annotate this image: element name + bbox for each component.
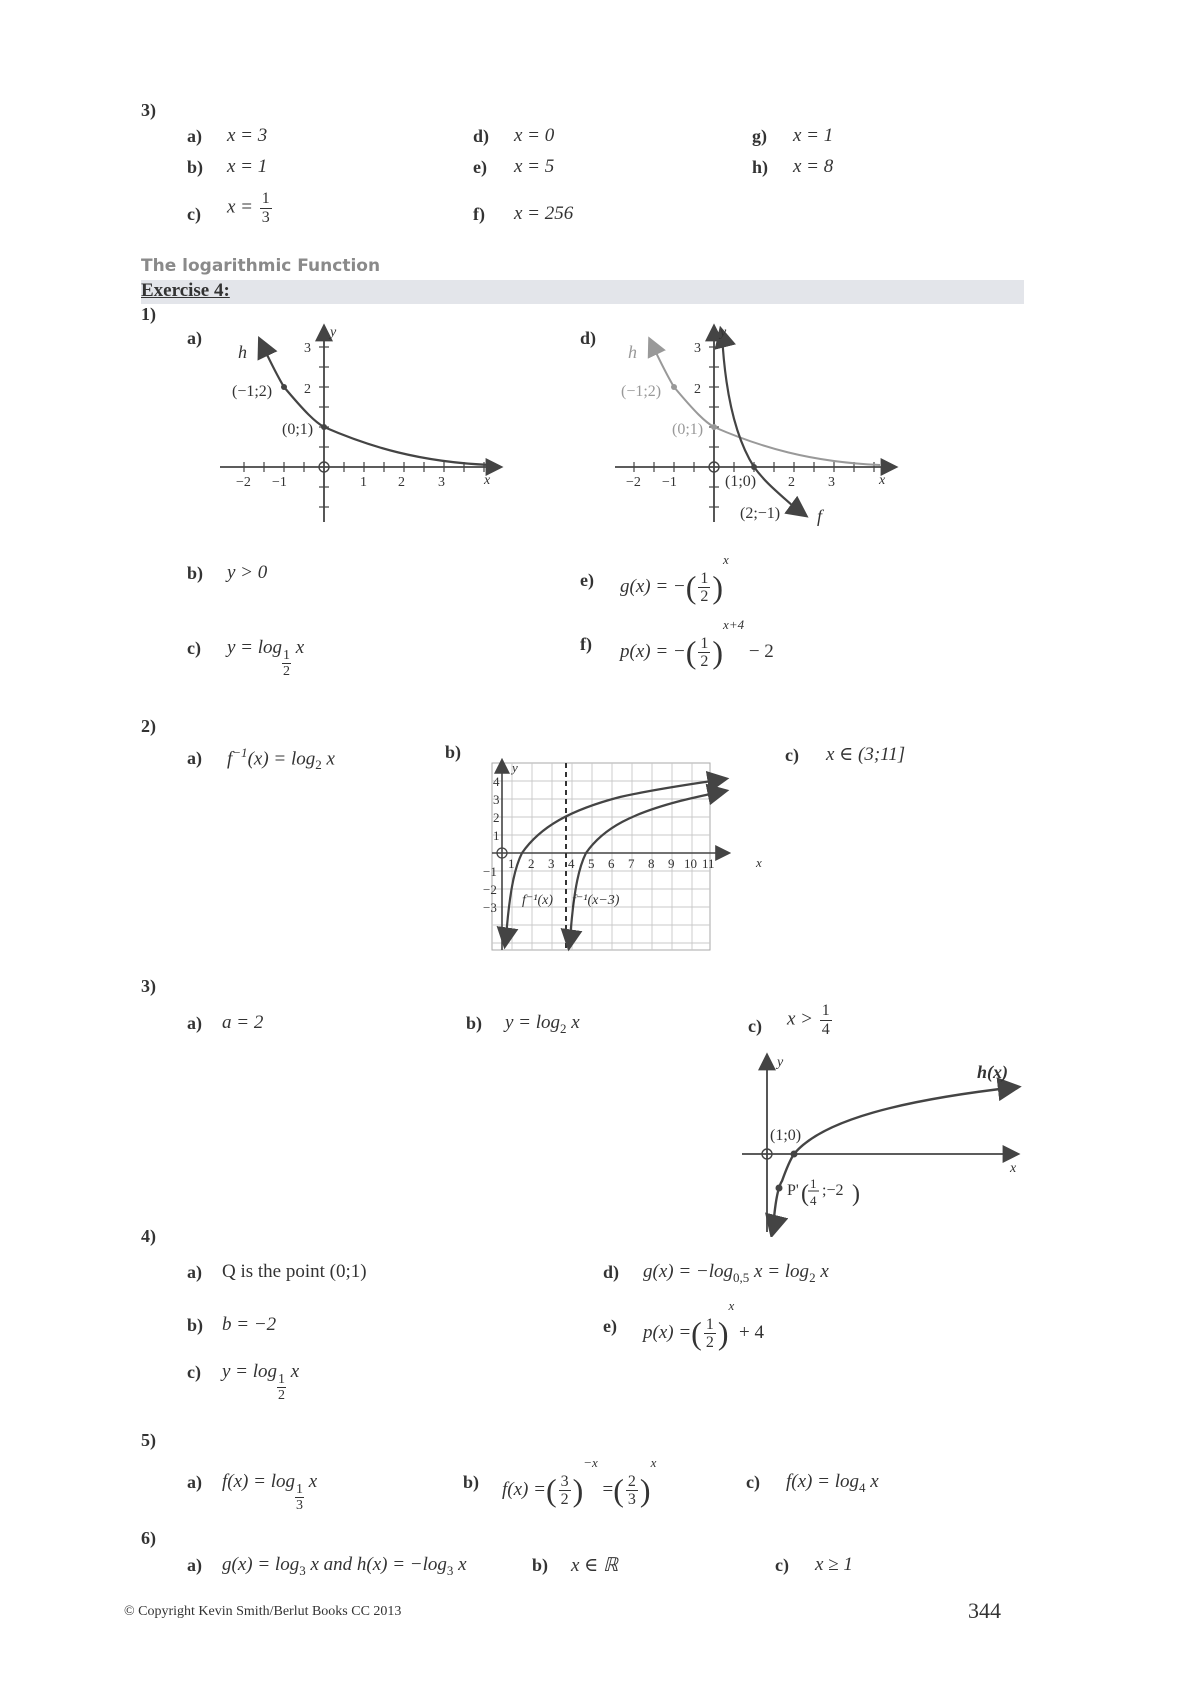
q5-a-label: a) — [187, 1472, 202, 1492]
page-number: 344 — [968, 1598, 1001, 1623]
graph-2b-x-tick: 9 — [668, 856, 675, 871]
q6-b-label: b) — [532, 1555, 549, 1575]
q4-e-answer: p(x) =( $\frac{1}{2}$ )$^x$ + 4 — [643, 1298, 764, 1352]
q5-c-answer: $f(x) = \log_4 x$ — [786, 1471, 879, 1495]
q3-top-c-label: c) — [187, 204, 201, 224]
svg-text:(: ( — [801, 1181, 809, 1207]
q4-e-label: e) — [603, 1316, 617, 1336]
graph-3c-point-1-label: (1;0) — [770, 1127, 802, 1144]
q3-top-h-label: h) — [752, 157, 769, 177]
graph-1a-x-label: x — [484, 473, 491, 488]
q1-a-label: a) — [187, 328, 202, 348]
graph-2b-x-tick: 4 — [568, 856, 575, 871]
q1-c-label: c) — [187, 638, 201, 658]
q3-top-a-answer: x = 3 — [227, 125, 268, 146]
q1-b-label: b) — [187, 563, 204, 583]
q1-number: 1) — [141, 304, 156, 324]
graph-1a-y-tick: 2 — [304, 382, 311, 397]
q6-a-answer: $g(x) = \log_3 x$ and $h(x) = -\log_3$ x — [222, 1554, 467, 1578]
q5-b-answer: f(x) =( $\frac{3}{2}$ )$^{-x}$ =( $\frac{2}{3}$ )$^x$ — [502, 1455, 657, 1509]
graph-3c-point-2-label: P' — [787, 1182, 799, 1199]
exercise-title: Exercise 4: — [141, 280, 230, 301]
graph-2b-y-tick: −2 — [483, 882, 497, 897]
q2-c-answer: x ∈ (3;11] — [826, 744, 906, 765]
q6-b-answer: x ∈ ℝ — [571, 1555, 619, 1576]
graph-2b — [480, 755, 770, 960]
q3-top-number: 3) — [141, 100, 156, 120]
graph-1d-x-tick: 2 — [788, 475, 795, 490]
q3-top-g-answer: x = 1 — [793, 125, 834, 146]
graph-1a-label-h: h — [238, 342, 247, 362]
q2-a-label: a) — [187, 748, 202, 768]
q4-d-answer: $g(x) = -\log_{0,5}$ $x = \log_2 x$ — [643, 1261, 829, 1285]
q3-top-a-label: a) — [187, 126, 202, 146]
graph-1d — [615, 322, 905, 527]
graph-1a-axes — [220, 327, 500, 522]
q4-number: 4) — [141, 1226, 156, 1246]
graph-2b-x-tick: 6 — [608, 856, 615, 871]
graph-2b-y-tick: 3 — [493, 792, 500, 807]
graph-3c-point-2-tail: ;−2 — [822, 1182, 844, 1199]
q3-number: 3) — [141, 976, 156, 996]
q3-c-label: c) — [748, 1016, 762, 1036]
q6-a-label: a) — [187, 1555, 202, 1575]
graph-1d-y-label: y — [720, 325, 727, 340]
graph-2b-x-label: x — [756, 855, 762, 870]
graph-1a-point-1-label: (−1;2) — [232, 383, 273, 400]
graph-2b-x-tick: 2 — [528, 856, 535, 871]
q4-c-label: c) — [187, 1362, 201, 1382]
q3-top-b-answer: x = 1 — [227, 156, 268, 177]
graph-1d-x-label: x — [879, 473, 886, 488]
q3-b-label: b) — [466, 1013, 483, 1033]
q1-f-label: f) — [580, 634, 592, 654]
graph-3c-point-2-den: 4 — [810, 1193, 817, 1208]
q3-top-d-answer: x = 0 — [514, 125, 555, 146]
q2-a-answer: $f^{-1}(x) = \log_2 x$ — [227, 745, 335, 773]
q3-top-g-label: g) — [752, 126, 767, 146]
q4-b-answer: b = −2 — [222, 1314, 277, 1335]
graph-2b-x-tick: 10 — [684, 856, 697, 871]
graph-3c-y-label: y — [777, 1055, 784, 1070]
graph-1a-point-1 — [281, 384, 287, 390]
graph-3c-curve — [773, 1087, 1017, 1230]
graph-1d-x-tick: −1 — [662, 475, 677, 490]
q3-top-e-answer: x = 5 — [514, 156, 555, 177]
graph-2b-x-tick: 1 — [508, 856, 515, 871]
section-title: The logarithmic Function — [141, 256, 381, 276]
graph-1d-label-h: h — [628, 342, 637, 362]
graph-1d-point-4-label: (2;−1) — [740, 505, 781, 522]
graph-2b-x-tick: 8 — [648, 856, 655, 871]
graph-2b-y-tick: 1 — [493, 828, 500, 843]
q6-c-label: c) — [775, 1555, 789, 1575]
graph-1a-y-label: y — [330, 325, 337, 340]
q6-c-answer: x ≥ 1 — [815, 1554, 853, 1575]
q2-c-label: c) — [785, 745, 799, 765]
graph-1d-x-tick: −2 — [626, 475, 641, 490]
svg-text:): ) — [852, 1181, 860, 1207]
graph-2b-x-tick: 11 — [702, 856, 715, 871]
graph-2b-y-tick: 2 — [493, 810, 500, 825]
q4-d-label: d) — [603, 1262, 620, 1282]
graph-3c-point-2 — [776, 1185, 783, 1192]
q3-a-label: a) — [187, 1013, 202, 1033]
graph-2b-x-tick: 5 — [588, 856, 595, 871]
graph-3c — [742, 1052, 1027, 1237]
q5-number: 5) — [141, 1430, 156, 1450]
graph-2b-y-tick: −3 — [483, 900, 497, 915]
graph-1d-point-1-label: (−1;2) — [621, 383, 662, 400]
q3-top-e-label: e) — [473, 157, 487, 177]
q5-a-answer: f(x) = log $\frac{1}{3}$ x — [222, 1471, 318, 1513]
q1-e-answer: g(x) = −( $\frac{1}{2}$ )$^x$ — [620, 552, 729, 606]
graph-1a-point-2-label: (0;1) — [282, 421, 314, 438]
graph-3c-x-label: x — [1010, 1161, 1017, 1176]
graph-1d-y-tick: 2 — [694, 382, 701, 397]
q3-b-answer: $y = \log_2 x$ — [505, 1012, 580, 1036]
graph-1a-x-tick: 3 — [438, 475, 445, 490]
q1-b-answer: y > 0 — [227, 562, 268, 583]
graph-1d-point-2-label: (0;1) — [672, 421, 704, 438]
q3-top-f-answer: x = 256 — [514, 203, 574, 224]
q1-c-answer: y = log $\frac{1}{2}$ x — [227, 637, 305, 679]
q6-number: 6) — [141, 1528, 156, 1548]
graph-2b-x-tick: 7 — [628, 856, 635, 871]
q5-c-label: c) — [746, 1472, 760, 1492]
graph-2b-label-1: f⁻¹(x) — [522, 893, 554, 908]
graph-1d-x-tick: 3 — [828, 475, 835, 490]
q3-top-c-answer: x = $\frac{1}{3}$ — [227, 190, 270, 226]
graph-2b-y-label: y — [512, 760, 518, 775]
graph-1a-curve-h — [284, 387, 490, 465]
graph-3c-point-1 — [791, 1151, 798, 1158]
q3-c-answer: x > $\frac{1}{4}$ — [787, 1002, 830, 1038]
graph-1d-curve-h — [674, 387, 880, 465]
graph-1a — [220, 322, 510, 522]
q1-d-label: d) — [580, 328, 597, 348]
graph-1a-x-tick: 2 — [398, 475, 405, 490]
graph-3c-point-2-num: 1 — [810, 1176, 817, 1191]
graph-2b-x-tick: 3 — [548, 856, 555, 871]
graph-1a-x-tick: −2 — [236, 475, 251, 490]
q4-c-answer: y = log $\frac{1}{2}$ x — [222, 1361, 300, 1403]
q4-a-answer: Q is the point (0;1) — [222, 1261, 367, 1282]
q3-a-answer: a = 2 — [222, 1012, 264, 1033]
copyright: © Copyright Kevin Smith/Berlut Books CC 2013 — [124, 1604, 402, 1619]
q5-b-label: b) — [463, 1472, 480, 1492]
q4-b-label: b) — [187, 1315, 204, 1335]
graph-1a-x-tick: 1 — [360, 475, 367, 490]
q1-e-label: e) — [580, 570, 594, 590]
q3-top-d-label: d) — [473, 126, 490, 146]
graph-1a-x-tick: −1 — [272, 475, 287, 490]
graph-2b-label-2: f⁻¹(x−3) — [572, 893, 620, 908]
q2-b-label: b) — [445, 742, 462, 762]
graph-2b-y-tick: −1 — [483, 864, 497, 879]
graph-1d-label-f: f — [817, 506, 823, 526]
graph-1d-point-3-label: (1;0) — [725, 473, 757, 490]
q1-f-answer: p(x) = −( $\frac{1}{2}$ )$^{x+4}$ − 2 — [620, 617, 774, 671]
q4-a-label: a) — [187, 1262, 202, 1282]
q3-top-b-label: b) — [187, 157, 204, 177]
graph-2b-y-tick: 4 — [493, 774, 500, 789]
graph-2b-grid — [492, 763, 710, 950]
q3-top-f-label: f) — [473, 204, 485, 224]
exercise-bar — [141, 280, 1024, 304]
q2-number: 2) — [141, 716, 156, 736]
graph-3c-curve-label: h(x) — [977, 1062, 1008, 1082]
graph-1a-y-tick: 3 — [304, 341, 311, 356]
graph-1a-point-2 — [321, 424, 327, 430]
graph-1d-y-tick: 3 — [694, 341, 701, 356]
q3-top-h-answer: x = 8 — [793, 156, 834, 177]
